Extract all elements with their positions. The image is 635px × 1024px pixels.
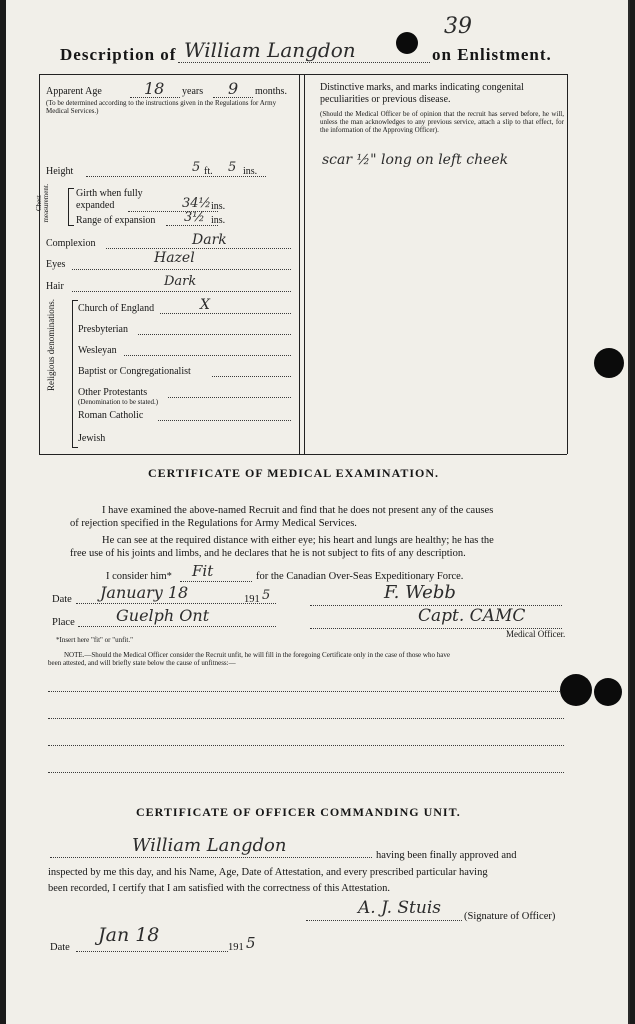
- expansion-value: 3½: [184, 210, 205, 225]
- table-right-border: [567, 74, 568, 454]
- fitness-line: [180, 581, 252, 582]
- table-center-border: [299, 74, 300, 454]
- recruit-name: William Langdon: [184, 38, 356, 62]
- medical-year-digit: 5: [262, 588, 271, 603]
- commanding-year-prefix: 191: [228, 942, 244, 953]
- commanding-name-line: [50, 857, 372, 858]
- religion-other-protestants: Other Protestants: [78, 387, 148, 398]
- height-inches-value: 5: [228, 160, 237, 175]
- complexion-value: Dark: [192, 232, 227, 248]
- commanding-signature: A. J. Stuis: [358, 898, 441, 918]
- medical-p1a: I have examined the above-named Recruit and find that he does not present any of the causes: [102, 505, 494, 516]
- table-bottom-border: [39, 454, 567, 455]
- height-feet-value: 5: [192, 160, 201, 175]
- age-note: (To be determined according to the instructions given in the Regulations for Army Medical Services.): [46, 99, 277, 115]
- hair-label: Hair: [46, 281, 64, 292]
- medical-officer-role: Medical Officer.: [506, 629, 566, 639]
- commanding-certificate-title: CERTIFICATE OF OFFICER COMMANDING UNIT.: [136, 805, 461, 819]
- age-years-line: [130, 97, 180, 98]
- medical-place-value: Guelph Ont: [116, 606, 210, 625]
- height-ins-label: ins.: [243, 166, 258, 177]
- age-years-label: years: [182, 86, 204, 97]
- distinctive-marks-note: (Should the Medical Officer be of opinion that the recruit has served before, he will, unless the man acknowledges to any previous service, attach a slip to that effect, for the information of the Approving Officer).: [320, 110, 564, 134]
- commanding-p-c: been recorded, I certify that I am satisfied with the correctness of this Attestation.: [48, 883, 391, 894]
- distinctive-marks-heading: Distinctive marks, and marks indicating congenital peculiarities or previous disease.: [320, 82, 524, 105]
- complexion-line: [106, 248, 291, 249]
- religion-presbyterian: Presbyterian: [78, 324, 128, 335]
- height-line: [86, 176, 266, 177]
- recruit-name-line: [178, 62, 430, 63]
- religion-church-of-england-mark: X: [200, 297, 210, 313]
- religion-roman-catholic: Roman Catholic: [78, 410, 144, 421]
- fitness-value: Fit: [192, 562, 214, 580]
- eyes-line: [72, 269, 291, 270]
- hair-line: [72, 291, 291, 292]
- commanding-year-digit: 5: [246, 934, 256, 952]
- medical-p2b: free use of his joints and limbs, and he declares that he is not subject to fits of any description.: [70, 548, 466, 559]
- height-ft-label: ft.: [204, 166, 213, 177]
- religion-line-4: [168, 397, 291, 398]
- religion-line-1: [138, 334, 291, 335]
- complexion-label: Complexion: [46, 238, 96, 249]
- hair-value: Dark: [164, 274, 197, 289]
- form-title-prefix: Description of: [60, 45, 177, 64]
- medical-year-prefix: 191: [244, 594, 260, 605]
- expansion-label: Range of expansion: [76, 215, 156, 226]
- punch-hole-right-mid-1: [560, 674, 592, 706]
- apparent-age-label: Apparent Age: [46, 86, 102, 97]
- religion-line-0: [160, 313, 291, 314]
- commanding-date-label: Date: [50, 942, 70, 953]
- medical-p2a: He can see at the required distance with either eye; his heart and lungs are healthy; he has the: [102, 535, 494, 546]
- attestation-form-page: [6, 0, 630, 1024]
- chest-brace: [68, 188, 74, 226]
- consider-prefix: I consider him*: [106, 571, 172, 582]
- unfitness-line-4: [48, 772, 564, 773]
- girth-label: Girth when fully expanded: [76, 188, 143, 211]
- religious-denominations-label: Religious denominations.: [46, 299, 56, 391]
- medical-date-value: January 18: [100, 583, 189, 602]
- table-top-border: [39, 74, 567, 75]
- punch-hole-right-upper: [594, 348, 624, 378]
- age-months-label: months.: [255, 86, 287, 97]
- medical-note-a: NOTE.—Should the Medical Officer consider the Recruit unfit, he will fill in the foregoing Certificate only in the case of those who have: [64, 651, 450, 659]
- form-title-suffix: on Enlistment.: [432, 45, 552, 64]
- eyes-label: Eyes: [46, 259, 66, 270]
- table-center-border-2: [304, 74, 305, 454]
- punch-hole-right-mid-2: [594, 678, 622, 706]
- page-number: 39: [444, 14, 472, 39]
- medical-note-b: been attested, and will briefly state below the cause of unfitness:—: [48, 659, 236, 667]
- religion-line-3: [212, 376, 291, 377]
- distinctive-marks-value: scar ½" long on left cheek: [322, 152, 509, 168]
- religion-denomination-note: (Denomination to be stated.): [78, 398, 159, 406]
- medical-place-line: [78, 626, 276, 627]
- commanding-p-b: inspected by me this day, and his Name, Age, Date of Attestation, and every prescribed particular having: [48, 867, 488, 878]
- girth-value: 34½: [182, 196, 212, 211]
- table-left-border: [39, 74, 40, 454]
- height-label: Height: [46, 166, 74, 177]
- religion-wesleyan: Wesleyan: [78, 345, 117, 356]
- chest-measurement-label: Chest measurement.: [35, 183, 50, 223]
- commanding-sig-label: (Signature of Officer): [464, 911, 556, 922]
- age-years-value: 18: [144, 79, 165, 98]
- commanding-recruit-name: William Langdon: [132, 835, 287, 856]
- religion-jewish: Jewish: [78, 433, 106, 444]
- expansion-unit: ins.: [211, 215, 226, 226]
- commanding-sig-line: [306, 920, 462, 921]
- medical-place-label: Place: [52, 617, 75, 628]
- unfitness-line-3: [48, 745, 564, 746]
- commanding-p-a: having been finally approved and: [376, 850, 517, 861]
- age-months-value: 9: [228, 79, 239, 98]
- religion-church-of-england: Church of England: [78, 303, 155, 314]
- commanding-date-value: Jan 18: [98, 924, 160, 946]
- punch-hole-top: [396, 32, 418, 54]
- medical-p1b: of rejection specified in the Regulations for Army Medical Services.: [70, 518, 357, 529]
- medical-date-label: Date: [52, 594, 72, 605]
- fit-unfit-footnote: *Insert here "fit" or "unfit.": [56, 636, 133, 644]
- religion-line-2: [124, 355, 291, 356]
- unfitness-line-2: [48, 718, 564, 719]
- religion-line-6: [158, 420, 291, 421]
- commanding-date-line: [76, 951, 228, 952]
- age-months-line: [213, 97, 253, 98]
- religion-baptist: Baptist or Congregationalist: [78, 366, 191, 377]
- medical-officer-signature: F. Webb: [384, 582, 456, 603]
- girth-unit: ins.: [211, 201, 226, 212]
- unfitness-line-1: [48, 691, 564, 692]
- consider-suffix: for the Canadian Over-Seas Expeditionary Force.: [256, 571, 464, 582]
- medical-officer-rank: Capt. CAMC: [418, 606, 526, 626]
- eyes-value: Hazel: [154, 250, 195, 266]
- medical-certificate-title: CERTIFICATE OF MEDICAL EXAMINATION.: [148, 466, 440, 480]
